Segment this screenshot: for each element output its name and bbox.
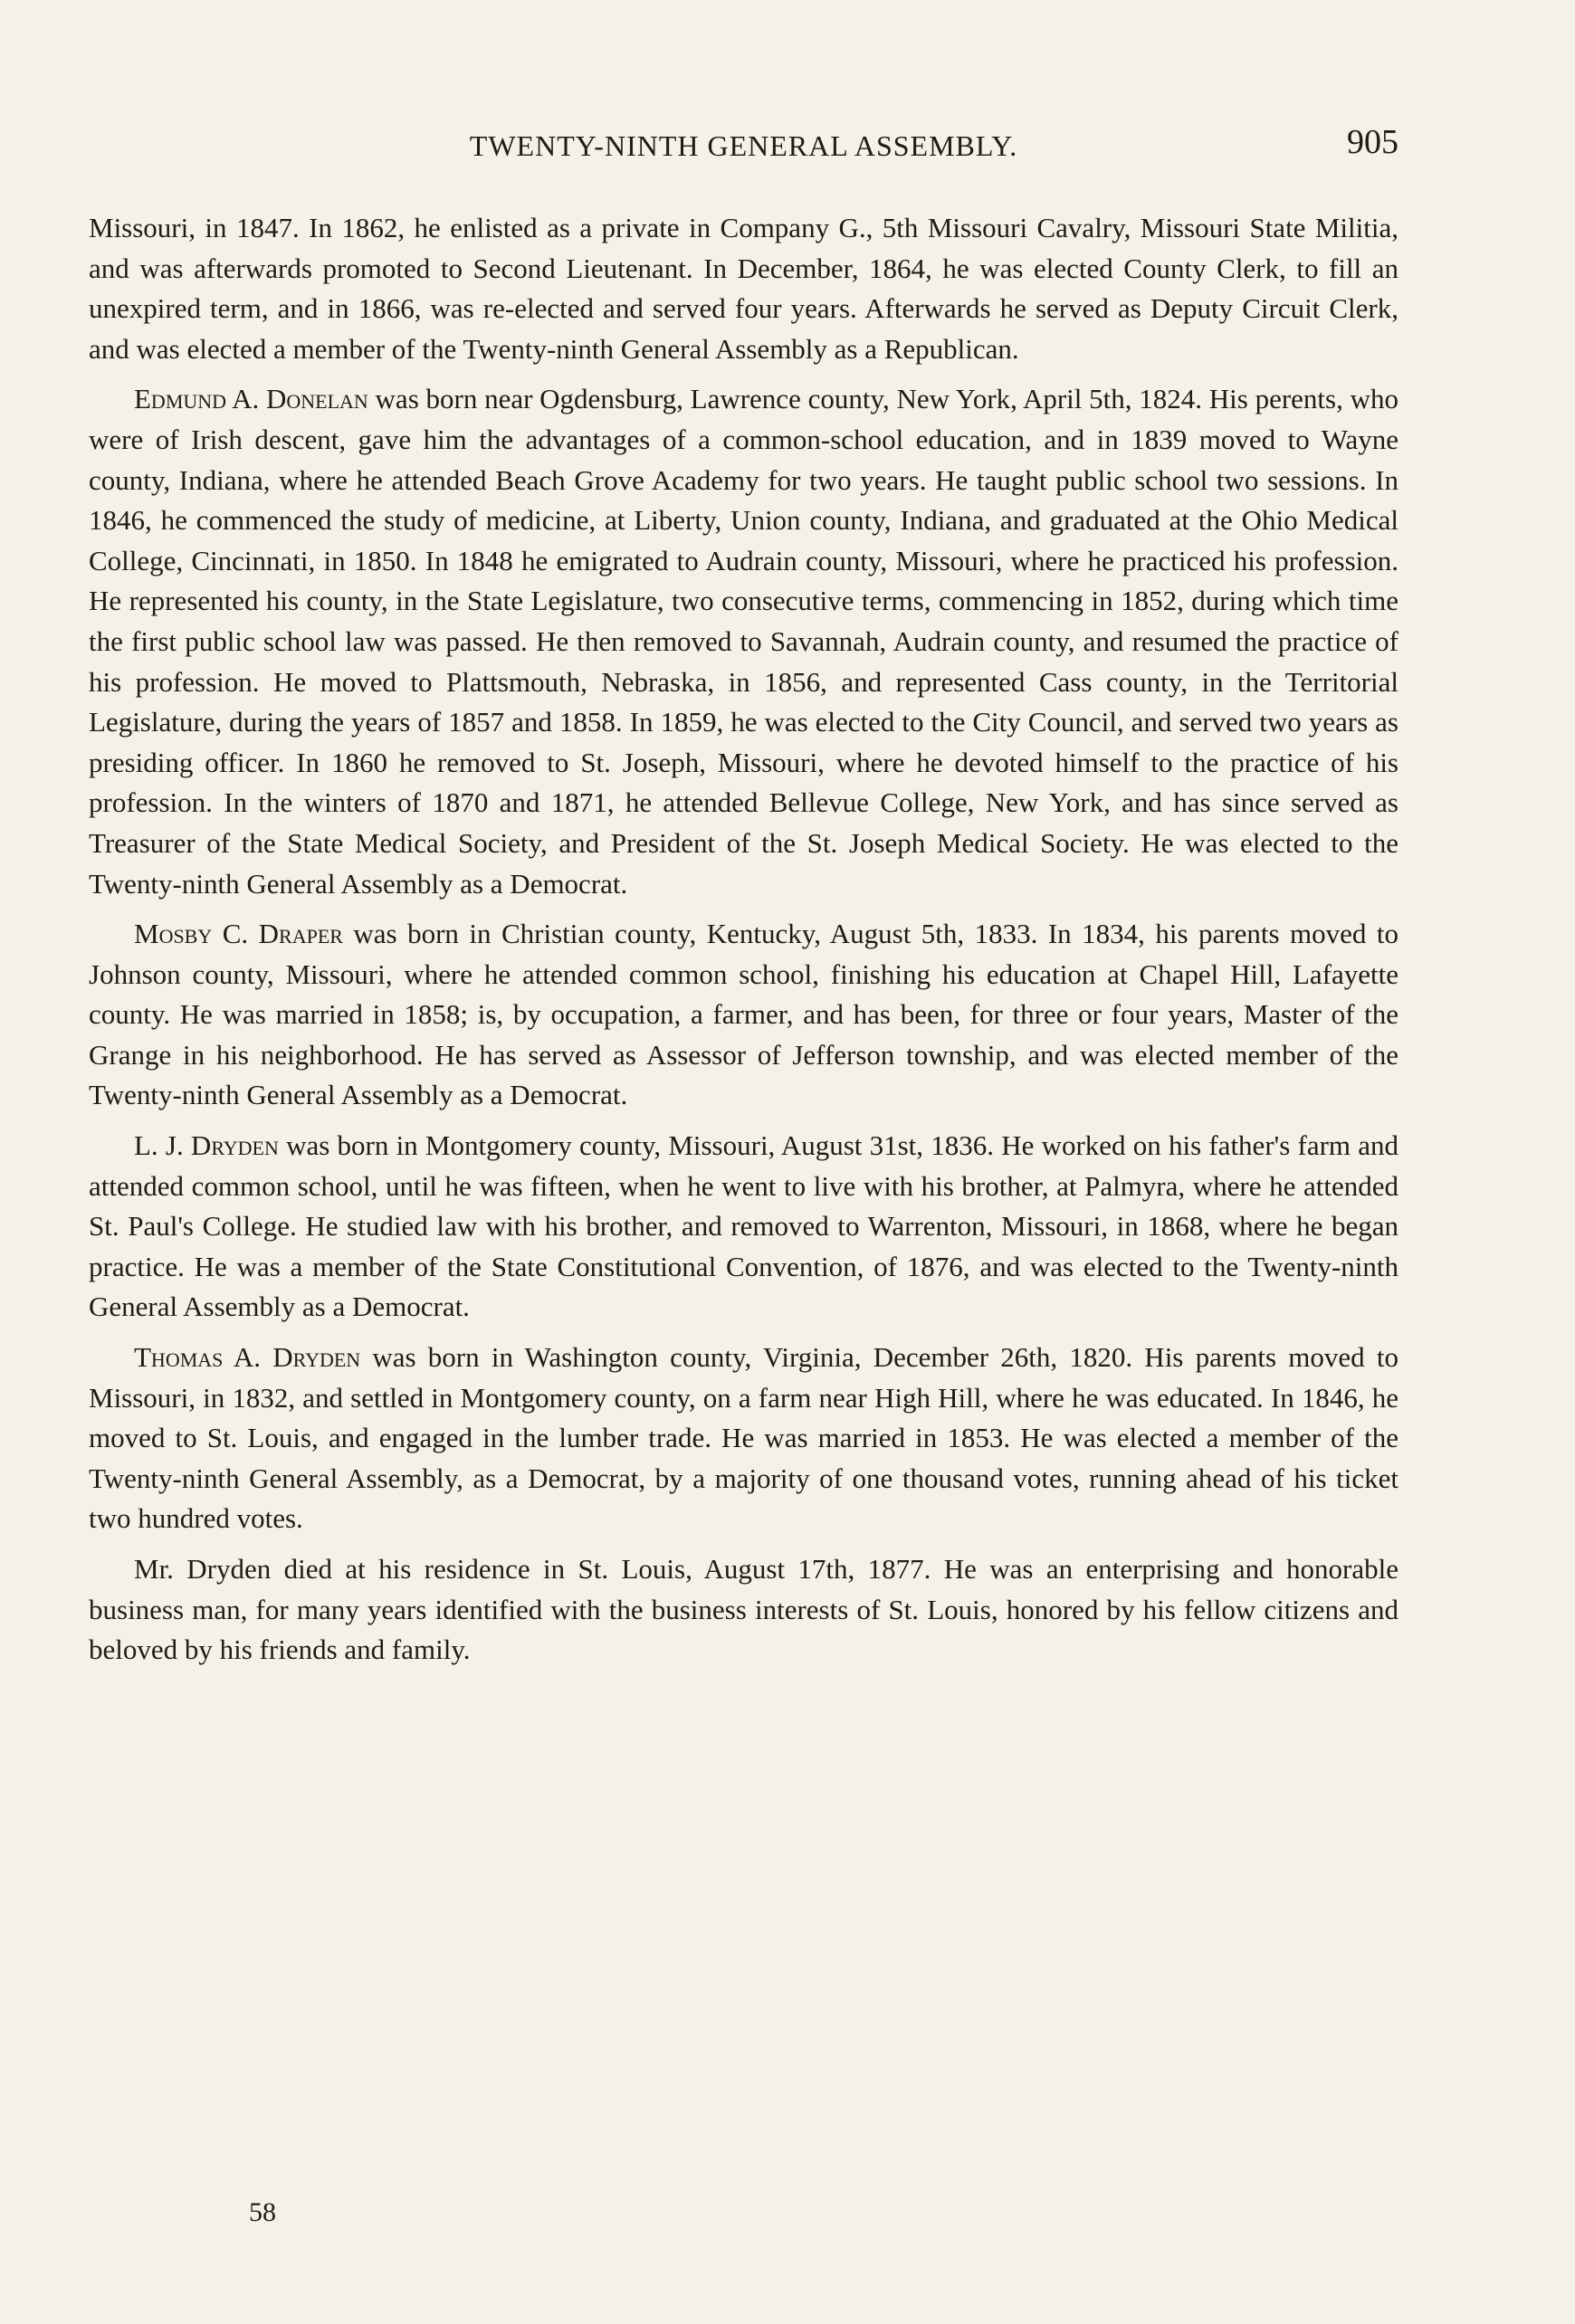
biography-name: Mosby C. Draper (134, 918, 343, 950)
body-text (89, 208, 1398, 1681)
paragraph-draper (89, 914, 1398, 1116)
biography-name: Thomas A. Dryden (134, 1341, 361, 1374)
paragraph-text: Mr. Dryden died at his residence in St. Louis, August 17th, 1877. He was an enterprising and honorable business man, for many years identified with the business interests of St. Louis, honored by his fellow citizens and beloved by his friends and family. (89, 1553, 1398, 1666)
paragraph-text: was born in Montgomery county, Missouri, August 31st, 1836. He worked on his father's farm and attended common school, until he was fifteen, when he went to live with his brother, at Palmyra, where he attended St. Paul's College. He studied law with his brother, and removed to Warrenton, Missouri, in 1868, where he began practice. He was a member of the State Constitutional Convention, of 1876, and was elected to the Twenty-ninth General Assembly as a Democrat. (89, 1129, 1398, 1323)
paragraph-continuation (89, 208, 1398, 369)
paragraph-text: was born in Washington county, Virginia, December 26th, 1820. His parents moved to Missouri, in 1832, and settled in Montgomery county, on a farm near High Hill, where he was educated. In 1846, he moved to St. Louis, and engaged in the lumber trade. He was married in 1853. He was elected a member of the Twenty-ninth General Assembly, as a Democrat, by a majority of one thousand votes, running ahead of his ticket two hundred votes. (89, 1341, 1398, 1535)
paragraph-text: was born in Christian county, Kentucky, August 5th, 1833. In 1834, his parents moved to Johnson county, Missouri, where he attended common school, finishing his education at Chapel Hill, Lafayette county. He was married in 1858; is, by occupation, a farmer, and has been, for three or four years, Master of the Grange in his neighborhood. He has served as Assessor of Jefferson township, and was elected member of the Twenty-ninth General Assembly as a Democrat. (89, 918, 1398, 1111)
page-number: 905 (1347, 123, 1398, 161)
paragraph-text: Missouri, in 1847. In 1862, he enlisted as a private in Company G., 5th Missouri Cavalry, Missouri State Militia, and was afterwards promoted to Second Lieutenant. In December, 1864, he was elected County Clerk, to fill an unexpired term, and in 1866, was re-elected and served four years. Afterwards he served as Deputy Circuit Clerk, and was elected a member of the Twenty-ninth General Assembly as a Republican. (89, 212, 1398, 365)
paragraph-dryden-death (89, 1549, 1398, 1671)
page-title: TWENTY-NINTH GENERAL ASSEMBLY. (469, 129, 1018, 162)
paragraph-thomas-a-dryden (89, 1338, 1398, 1539)
biography-name: L. J. Dryden (134, 1129, 279, 1162)
biography-name: Edmund A. Donelan (134, 383, 368, 415)
paragraph-donelan (89, 379, 1398, 904)
paragraph-l-j-dryden (89, 1126, 1398, 1328)
signature-mark: 58 (249, 2197, 276, 2227)
running-header (89, 122, 1398, 167)
paragraph-text: was born near Ogdensburg, Lawrence county, New York, April 5th, 1824. His perents, who were of Irish descent, gave him the advantages of a common-school education, and in 1839 moved to Wayne county, Indiana, where he attended Beach Grove Academy for two years. He taught public school two sessions. In 1846, he commenced the study of medicine, at Liberty, Union county, Indiana, and graduated at the Ohio Medical College, Cincinnati, in 1850. In 1848 he emigrated to Audrain county, Missouri, where he practiced his profession. He represented his county, in the State Legislature, two consecutive terms, commencing in 1852, during which time the first public school law was passed. He then removed to Savannah, Audrain county, and resumed the practice of his profession. He moved to Plattsmouth, Nebraska, in 1856, and represented Cass county, in the Territorial Legislature, during the years of 1857 and 1858. In 1859, he was elected to the City Council, and served two years as presiding officer. In 1860 he removed to St. Joseph, Missouri, where he devoted himself to the practice of his profession. In the winters of 1870 and 1871, he attended Bellevue College, New York, and has since served as Treasurer of the State Medical Society, and President of the St. Joseph Medical Society. He was elected to the Twenty-ninth General Assembly as a Democrat. (89, 383, 1398, 900)
